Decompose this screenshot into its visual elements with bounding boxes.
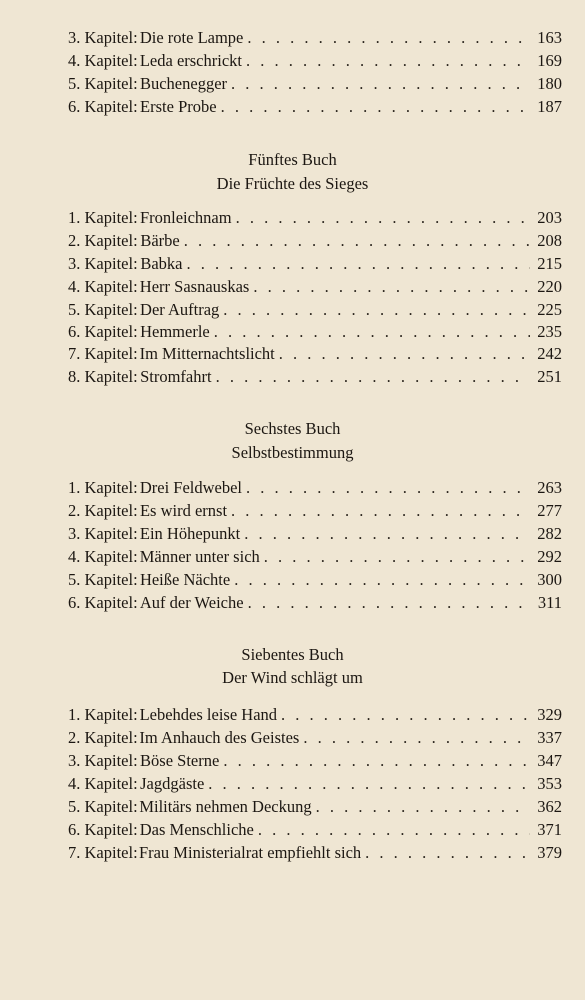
chapter-number: 6. Kapitel: xyxy=(68,322,138,341)
chapter-number: 6. Kapitel: xyxy=(68,820,138,839)
page-number: 235 xyxy=(537,322,562,341)
dot-leader xyxy=(246,49,530,73)
page-number: 311 xyxy=(537,593,562,612)
chapter-title: Die rote Lampe xyxy=(139,28,244,47)
chapter-number: 5. Kapitel: xyxy=(68,74,138,93)
chapter-title: Männer unter sich xyxy=(139,547,260,566)
chapter-number: 3. Kapitel: xyxy=(68,751,138,770)
page-number: 220 xyxy=(537,277,562,296)
dot-leader xyxy=(223,298,530,322)
toc-entry xyxy=(68,95,562,119)
page-number: 215 xyxy=(537,254,562,273)
toc-entry xyxy=(68,476,562,500)
chapter-title: Bärbe xyxy=(140,231,180,250)
chapter-number: 2. Kapitel: xyxy=(68,501,138,520)
page-number: 169 xyxy=(537,51,562,70)
page-number: 329 xyxy=(537,705,562,724)
dot-leader xyxy=(214,320,530,344)
toc-entry xyxy=(68,726,562,750)
page-number: 242 xyxy=(537,344,562,363)
toc-entry xyxy=(68,320,562,344)
chapter-number: 2. Kapitel: xyxy=(68,728,138,747)
chapter-title: Buchenegger xyxy=(139,74,228,93)
chapter-title: Im Anhauch des Geistes xyxy=(139,728,300,747)
dot-leader xyxy=(281,703,530,727)
book-subtitle: Selbstbestimmung xyxy=(231,443,354,462)
chapter-number: 3. Kapitel: xyxy=(68,254,138,273)
chapter-title: Frau Ministerialrat empfiehlt sich xyxy=(138,843,362,862)
toc-entry xyxy=(68,49,562,73)
page-number: 282 xyxy=(537,524,562,543)
chapter-number: 6. Kapitel: xyxy=(68,593,138,612)
dot-leader xyxy=(253,275,530,299)
page-number: 203 xyxy=(537,208,562,227)
dot-leader xyxy=(365,841,530,865)
chapter-title: Babka xyxy=(140,254,183,273)
chapter-title: Auf der Weiche xyxy=(139,593,244,612)
dot-leader xyxy=(208,772,530,796)
chapter-number: 1. Kapitel: xyxy=(68,478,138,497)
dot-leader xyxy=(236,206,530,230)
toc-entry xyxy=(68,591,562,615)
dot-leader xyxy=(231,72,530,96)
dot-leader xyxy=(186,252,530,276)
book-subtitle: Der Wind schlägt um xyxy=(222,668,363,687)
toc-entry xyxy=(68,252,562,276)
toc-entry xyxy=(68,545,562,569)
chapter-title: Stromfahrt xyxy=(140,367,212,386)
page-number: 208 xyxy=(537,231,562,250)
toc-entry xyxy=(68,818,562,842)
chapter-title: Im Mitternachtslicht xyxy=(139,344,275,363)
chapter-number: 1. Kapitel: xyxy=(68,705,138,724)
chapter-title: Jagdgäste xyxy=(140,774,205,793)
toc-entry xyxy=(68,365,562,389)
toc-entry xyxy=(68,206,562,230)
chapter-title: Drei Feldwebel xyxy=(139,478,243,497)
page-number: 187 xyxy=(537,97,562,116)
chapter-number: 3. Kapitel: xyxy=(68,28,138,47)
chapter-number: 7. Kapitel: xyxy=(68,843,138,862)
book-heading: Siebentes Buch xyxy=(241,645,344,664)
toc-entry xyxy=(68,841,562,865)
chapter-title: Der Auftrag xyxy=(140,300,220,319)
chapter-number: 5. Kapitel: xyxy=(68,300,138,319)
toc-entry xyxy=(68,229,562,253)
toc-entry xyxy=(68,703,562,727)
toc-entry xyxy=(68,772,562,796)
chapter-title: Heiße Nächte xyxy=(139,570,231,589)
page-number: 353 xyxy=(537,774,562,793)
dot-leader xyxy=(316,795,530,819)
chapter-number: 4. Kapitel: xyxy=(68,774,138,793)
dot-leader xyxy=(279,342,530,366)
dot-leader xyxy=(248,591,530,615)
chapter-title: Herr Sasnauskas xyxy=(139,277,250,296)
page-number: 300 xyxy=(537,570,562,589)
dot-leader xyxy=(234,568,530,592)
chapter-number: 4. Kapitel: xyxy=(68,547,138,566)
page-number: 180 xyxy=(537,74,562,93)
toc-entry xyxy=(68,275,562,299)
chapter-title: Militärs nehmen Deckung xyxy=(139,797,312,816)
dot-leader xyxy=(247,26,530,50)
page-number: 379 xyxy=(537,843,562,862)
chapter-number: 5. Kapitel: xyxy=(68,797,138,816)
page-number: 337 xyxy=(537,728,562,747)
chapter-number: 4. Kapitel: xyxy=(68,51,138,70)
chapter-number: 4. Kapitel: xyxy=(68,277,138,296)
chapter-title: Erste Probe xyxy=(140,97,217,116)
chapter-number: 7. Kapitel: xyxy=(68,344,138,363)
dot-leader xyxy=(231,499,530,523)
toc-entry xyxy=(68,499,562,523)
page-number: 225 xyxy=(537,300,562,319)
page-number: 163 xyxy=(537,28,562,47)
chapter-number: 8. Kapitel: xyxy=(68,367,138,386)
chapter-number: 6. Kapitel: xyxy=(68,97,138,116)
toc-entry xyxy=(68,26,562,50)
page-number: 263 xyxy=(537,478,562,497)
book-subtitle: Die Früchte des Sieges xyxy=(216,174,369,193)
book-heading: Sechstes Buch xyxy=(244,419,341,438)
dot-leader xyxy=(264,545,530,569)
toc-entry xyxy=(68,795,562,819)
chapter-title: Lebehdes leise Hand xyxy=(139,705,278,724)
dot-leader xyxy=(246,476,530,500)
book-heading: Fünftes Buch xyxy=(248,150,337,169)
page-number: 371 xyxy=(537,820,562,839)
chapter-number: 5. Kapitel: xyxy=(68,570,138,589)
toc-entry xyxy=(68,568,562,592)
dot-leader xyxy=(244,522,530,546)
toc-entry xyxy=(68,298,562,322)
toc-entry xyxy=(68,749,562,773)
dot-leader xyxy=(258,818,530,842)
chapter-title: Böse Sterne xyxy=(140,751,220,770)
page-number: 347 xyxy=(537,751,562,770)
dot-leader xyxy=(223,749,530,773)
toc-entry xyxy=(68,72,562,96)
dot-leader xyxy=(221,95,530,119)
dot-leader xyxy=(303,726,530,750)
chapter-title: Hemmerle xyxy=(140,322,210,341)
page-number: 277 xyxy=(537,501,562,520)
chapter-number: 3. Kapitel: xyxy=(68,524,138,543)
page-number: 292 xyxy=(537,547,562,566)
chapter-title: Ein Höhepunkt xyxy=(139,524,241,543)
chapter-number: 2. Kapitel: xyxy=(68,231,138,250)
chapter-title: Es wird ernst xyxy=(139,501,228,520)
chapter-title: Fronleichnam xyxy=(139,208,232,227)
toc-entry xyxy=(68,342,562,366)
chapter-title: Leda erschrickt xyxy=(139,51,242,70)
page-number: 362 xyxy=(537,797,562,816)
dot-leader xyxy=(184,229,530,253)
chapter-number: 1. Kapitel: xyxy=(68,208,138,227)
toc-entry xyxy=(68,522,562,546)
dot-leader xyxy=(216,365,530,389)
page-number: 251 xyxy=(537,367,562,386)
chapter-title: Das Menschliche xyxy=(139,820,254,839)
